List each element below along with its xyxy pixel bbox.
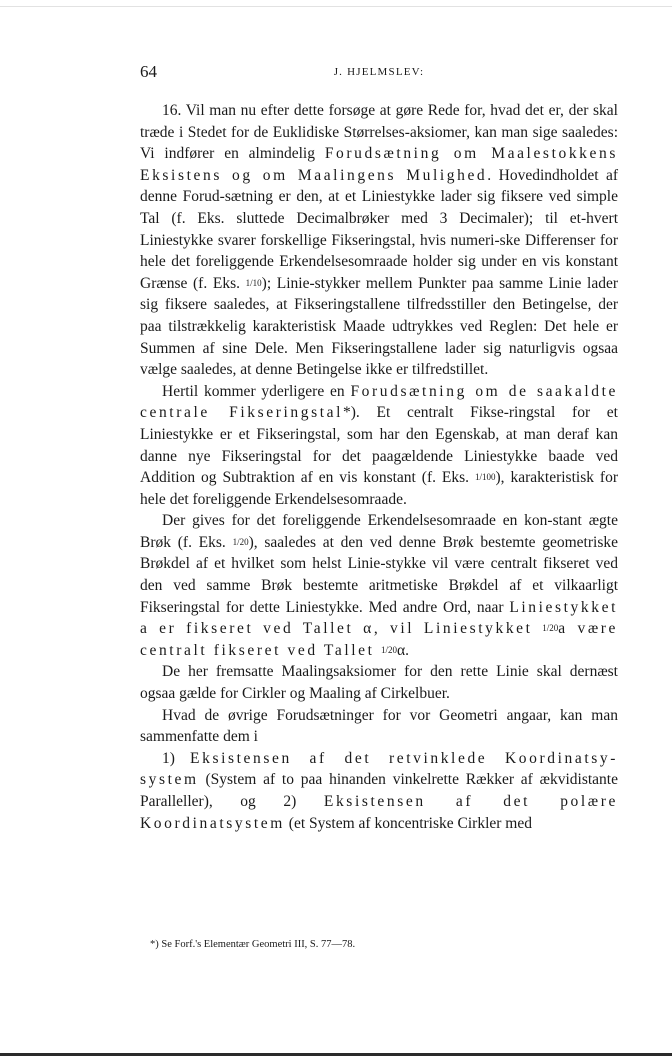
paragraph (140, 510, 618, 661)
text-run: Hertil kommer yderligere en (162, 382, 351, 400)
page-number: 64 (140, 62, 157, 81)
text-run: *). Et centralt Fikse-ringstal for et Liniestykke er et Fikseringstal, som har den Egenskab, at man deraf kan danne nye Fikseringstal for det paagældende Liniestykke baade ved Addition og Subtraktion af en vis konstant (f. Eks. (140, 404, 618, 487)
spaced-emphasis: a være centralt fikseret ved Tallet (140, 620, 619, 659)
text-run: ), karakteristisk for hele det foreliggende Erkendelsesomraade. (140, 469, 618, 508)
spaced-emphasis: Eksistensen af det retvinklede Koordinatsy-system (140, 749, 618, 789)
text-run: Hvad de øvrige Forudsætninger for vor Geometri angaar, kan man sammenfatte dem i (140, 706, 618, 746)
text-run: . Hovedindholdet af denne Forud-sætning er den, at et Liniestykke lader sig fiksere ved simple Tal (f. Eks. sluttede Decimalbrøker med 3 Decimaler); til et-hvert Liniestykke svarer forskellige Fikseringstal, hvis numeri-ske Differenser for hele det foreliggende Erkendelsesomraade holder sig under en vis konstant Grænse (f. Eks. (140, 166, 619, 292)
fraction: 1/20 (542, 623, 559, 634)
text-run: De her fremsatte Maalingsaksiomer for den rette Linie skal dernæst ogsaa gælde for Cirkler og Maaling af Cirkelbuer. (140, 663, 618, 703)
running-head: J. HJELMSLEV: (333, 66, 425, 78)
fraction: 1/100 (474, 472, 496, 483)
text-run: ), saaledes at den ved denne Brøk bestemte geometriske Brøkdel af et hvilket som helst Linie-stykke vil være centralt fikseret ved den ved samme Brøk bestemte aritmetiske Brøkdel af et vilkaarligt Fikseringstal for dette Liniestykke. Med andre Ord, naar (140, 533, 618, 616)
fraction: 1/10 (245, 277, 262, 288)
text-run: α. (397, 641, 410, 659)
paragraph (140, 381, 618, 511)
text-run: (System af to paa hinanden vinkelrette Rækker af ækvidistante Paralleller), og 2) (140, 771, 618, 810)
paragraph (140, 661, 618, 704)
paragraph (140, 100, 618, 381)
text-run: 1) (162, 749, 191, 767)
text-run: (et System af koncentriske Cirkler med (284, 814, 532, 832)
spaced-emphasis: Forudsætning om de saakaldte centrale Fikseringstal (140, 382, 619, 422)
text-run: ); Linie-stykker mellem Punkter paa samme Linie lader sig fiksere saaledes, at Fikseringstallene tilfredsstiller den Betingelse, der paa tilstrækkelig karakteristisk Maade udtrykkes ved Reglen: Det hele er Summen af sine Dele. Men Fikseringstallene lader sig naturligvis ogsaa vælge saaledes, at denne Betingelse ikke er tilfredstillet. (140, 274, 618, 379)
spaced-emphasis: Eksistensen af det polære Koordinatsystem (140, 793, 618, 832)
spaced-emphasis: Forudsætning om Maalestokkens Eksistens og om Maalingens Mulighed (140, 145, 618, 184)
text-run: 16. Vil man nu efter dette forsøge at gøre Rede for, hvad det er, der skal træde i Stedet for de Euklidiske Størrelses-aksiomer, kan man sige saaledes: Vi indfører en almindelig (140, 102, 618, 163)
paragraph (140, 748, 618, 834)
fraction: 1/20 (232, 536, 249, 547)
fraction: 1/20 (381, 644, 398, 655)
body-text (140, 100, 618, 834)
paragraph (140, 705, 618, 748)
page-edge-bottom (0, 1053, 672, 1056)
page-edge-top (0, 6, 672, 7)
page-header (140, 62, 618, 86)
text-run: Der gives for det foreliggende Erkendelsesomraade en kon-stant ægte Brøk (f. Eks. (140, 512, 618, 551)
footnote: *) Se Forf.'s Elementær Geometri III, S. 77—78. (150, 939, 356, 950)
spaced-emphasis: Liniestykket a er fikseret ved Tallet α, vil Liniestykket (140, 598, 618, 638)
